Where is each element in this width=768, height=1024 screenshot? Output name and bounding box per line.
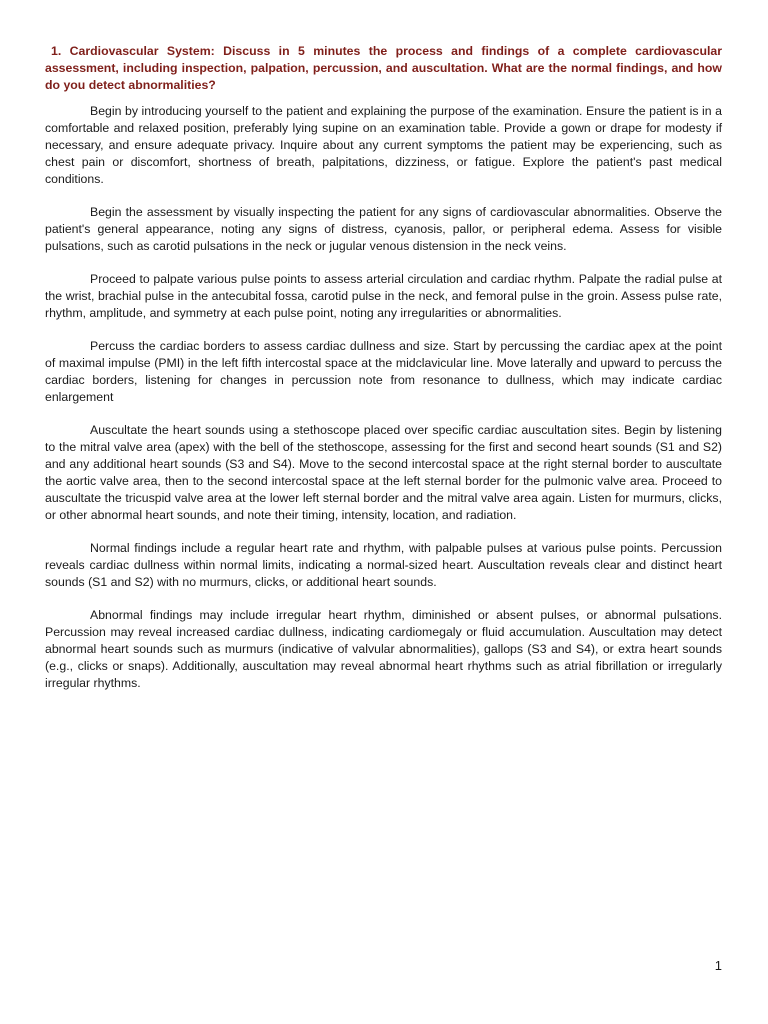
paragraph-percussion: Percuss the cardiac borders to assess cardiac dullness and size. Start by percussing the cardiac apex at the point of maximal impulse (PMI) in the left fifth intercostal space at the midclavicular line. Move laterally and upward to percuss the cardiac borders, listening for changes in percussion note from resonance to dullness, which may indicate cardiac enlargement <box>45 339 722 404</box>
paragraph-abnormal-findings: Abnormal findings may include irregular heart rhythm, diminished or absent pulses, or abnormal pulsations. Percussion may reveal increased cardiac dullness, indicating cardiomegaly or fluid accumulation. Auscultation may detect abnormal heart sounds such as murmurs (indicative of valvular abnormalities), gallops (S3 and S4), or extra heart sounds (e.g., clicks or snaps). Additionally, auscultation may reveal abnormal heart rhythms such as atrial fibrillation or irregularly irregular rhythms. <box>45 608 722 690</box>
paragraph-introduction: Begin by introducing yourself to the patient and explaining the purpose of the examination. Ensure the patient is in a comfortable and relaxed position, preferably lying supine on an examination table. Provide a gown or drape for modesty if necessary, and ensure adequate privacy. Inquire about any current symptoms the patient may be experiencing, such as chest pain or discomfort, shortness of breath, palpitations, dizziness, or fatigue. Explore the patient's past medical conditions. <box>45 104 722 186</box>
paragraph-auscultation: Auscultate the heart sounds using a stethoscope placed over specific cardiac auscultation sites. Begin by listening to the mitral valve area (apex) with the bell of the stethoscope, assessing for the first and second heart sounds (S1 and S2) and any additional heart sounds (S3 and S4). Move to the second intercostal space at the right sternal border to auscultate the aortic valve area, then to the second intercostal space at the left sternal border for the pulmonic valve area. Proceed to auscultate the tricuspid valve area at the lower left sternal border and the mitral valve area again. Listen for murmurs, clicks, or other abnormal heart sounds, and note their timing, intensity, location, and radiation. <box>45 423 722 522</box>
document-page <box>45 43 722 708</box>
question-heading: 1. Cardiovascular System: Discuss in 5 minutes the process and findings of a complete cardiovascular assessment, including inspection, palpation, percussion, and auscultation. What are the normal findings, and how do you detect abnormalities? <box>45 44 722 92</box>
paragraph-normal-findings: Normal findings include a regular heart rate and rhythm, with palpable pulses at various pulse points. Percussion reveals cardiac dullness within normal limits, indicating a normal-sized heart. Auscultation reveals clear and distinct heart sounds (S1 and S2) with no murmurs, clicks, or additional heart sounds. <box>45 541 722 589</box>
paragraph-inspection: Begin the assessment by visually inspecting the patient for any signs of cardiovascular abnormalities. Observe the patient's general appearance, noting any signs of distress, cyanosis, pallor, or peripheral edema. Assess for visible pulsations, such as carotid pulsations in the neck or jugular venous distension in the neck veins. <box>45 205 722 253</box>
paragraph-palpation: Proceed to palpate various pulse points to assess arterial circulation and cardiac rhythm. Palpate the radial pulse at the wrist, brachial pulse in the antecubital fossa, carotid pulse in the neck, and femoral pulse in the groin. Assess pulse rate, rhythm, amplitude, and symmetry at each pulse point, noting any irregularities or abnormalities. <box>45 272 722 320</box>
page-number: 1 <box>714 958 722 973</box>
